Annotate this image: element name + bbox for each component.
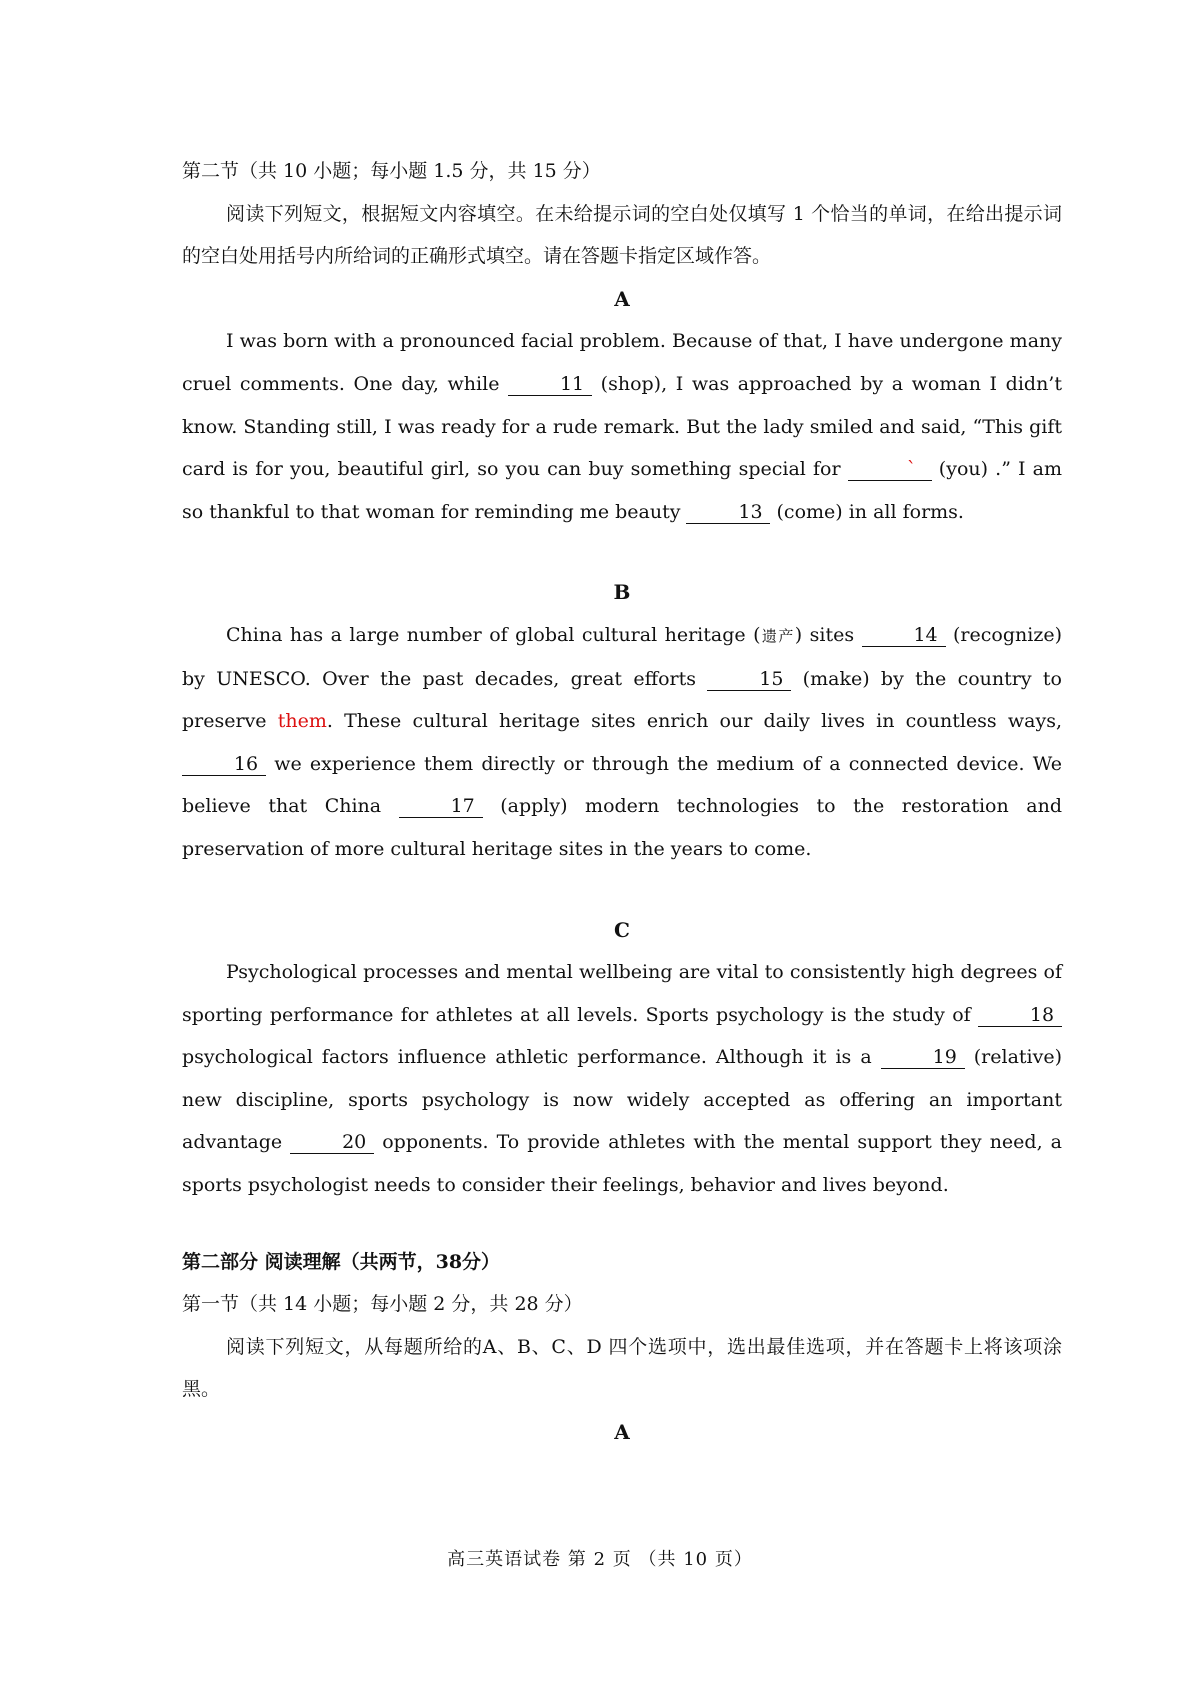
blank-13: 13 xyxy=(686,501,770,524)
passage-c-segment: Psychological processes and mental wellbeing are vital to consistently high degrees of sporting performance for athletes at all levels. Sports psychology is the study of xyxy=(182,961,1062,1026)
blank-17: 17 xyxy=(399,795,483,818)
section2-header: 第二节（共 10 小题；每小题 1.5 分，共 15 分） xyxy=(182,160,601,182)
spacer xyxy=(182,533,1062,571)
passage-c-title: C xyxy=(614,917,630,942)
passage-a-title: A xyxy=(614,286,630,311)
passage-b-segment: China has a large number of global cultural heritage ( xyxy=(226,623,761,646)
blank-20: 20 xyxy=(290,1131,374,1154)
blank-15: 15 xyxy=(707,668,791,691)
spacer xyxy=(182,1207,1062,1241)
page-footer: 高三英语试卷 第 2 页 （共 10 页） xyxy=(447,1549,753,1570)
passage-b-segment: ) sites xyxy=(794,623,862,646)
passage-b-segment: we experience them directly or through the medium of a connected device. We believe that China xyxy=(182,752,1062,818)
highlighted-word: them xyxy=(277,710,327,733)
part2-section1-header: 第一节（共 14 小题；每小题 2 分，共 28 分） xyxy=(182,1293,583,1316)
blank-19: 19 xyxy=(881,1046,965,1069)
blank-16: 16 xyxy=(182,753,266,776)
blank-12: ` xyxy=(848,458,932,481)
passage-c-segment: (relative) new discipline, sports psychology is now widely accepted as offering an important advantage xyxy=(182,1046,1062,1154)
passage-b-segment: (recognize) by UNESCO. Over the past decades, great efforts xyxy=(182,623,1062,690)
passage-c-text xyxy=(182,951,1062,1207)
passage-a-text xyxy=(182,320,1062,533)
passage-c-segment: opponents. To provide athletes with the mental support they need, a sports psychologist needs to consider their feelings, behavior and lives beyond. xyxy=(182,1131,1062,1197)
part2-header: 第二部分 阅读理解（共两节，38分） xyxy=(182,1250,501,1273)
passage-a-segment: (come) in all forms. xyxy=(770,500,964,523)
passage-b-segment: (make) by the country to preserve xyxy=(182,667,1062,733)
blank-14: 14 xyxy=(862,624,946,647)
passage-b-segment: . These cultural heritage sites enrich our daily lives in countless ways, xyxy=(326,710,1062,733)
blank-11: 11 xyxy=(508,373,592,396)
section2-instruction: 阅读下列短文，根据短文内容填空。在未给提示词的空白处仅填写 1 个恰当的单词，在给出提示词的空白处用括号内所给词的正确形式填空。请在答题卡指定区域作答。 xyxy=(182,202,1062,268)
passage-a-segment: (shop), I was approached by a woman I didn’t know. Standing still, I was ready for a rude remark. But the lady smiled and said, “This gift card is for you, beautiful girl, so you can buy something special for xyxy=(182,372,1062,481)
passage-a-segment: I was born with a pronounced facial problem. Because of that, I have undergone many cruel comments. One day, while xyxy=(182,330,1062,395)
passage-a-segment: (you) .” I am so thankful to that woman for reminding me beauty xyxy=(182,458,1062,523)
passage-b-text xyxy=(182,614,1062,871)
part2-instruction: 阅读下列短文，从每题所给的A、B、C、D 四个选项中，选出最佳选项，并在答题卡上将该项涂黑。 xyxy=(182,1335,1062,1401)
page-content xyxy=(182,150,1062,1454)
spacer xyxy=(182,871,1062,909)
heritage-gloss: 遗产 xyxy=(760,626,795,645)
passage-b-segment: (apply) modern technologies to the restoration and preservation of more cultural heritage sites in the years to come. xyxy=(182,795,1063,860)
passage-c-segment: psychological factors influence athletic performance. Although it is a xyxy=(182,1046,881,1069)
part2-passage-a-title: A xyxy=(614,1420,630,1445)
blank-18: 18 xyxy=(978,1004,1062,1027)
passage-b-title: B xyxy=(613,580,631,605)
